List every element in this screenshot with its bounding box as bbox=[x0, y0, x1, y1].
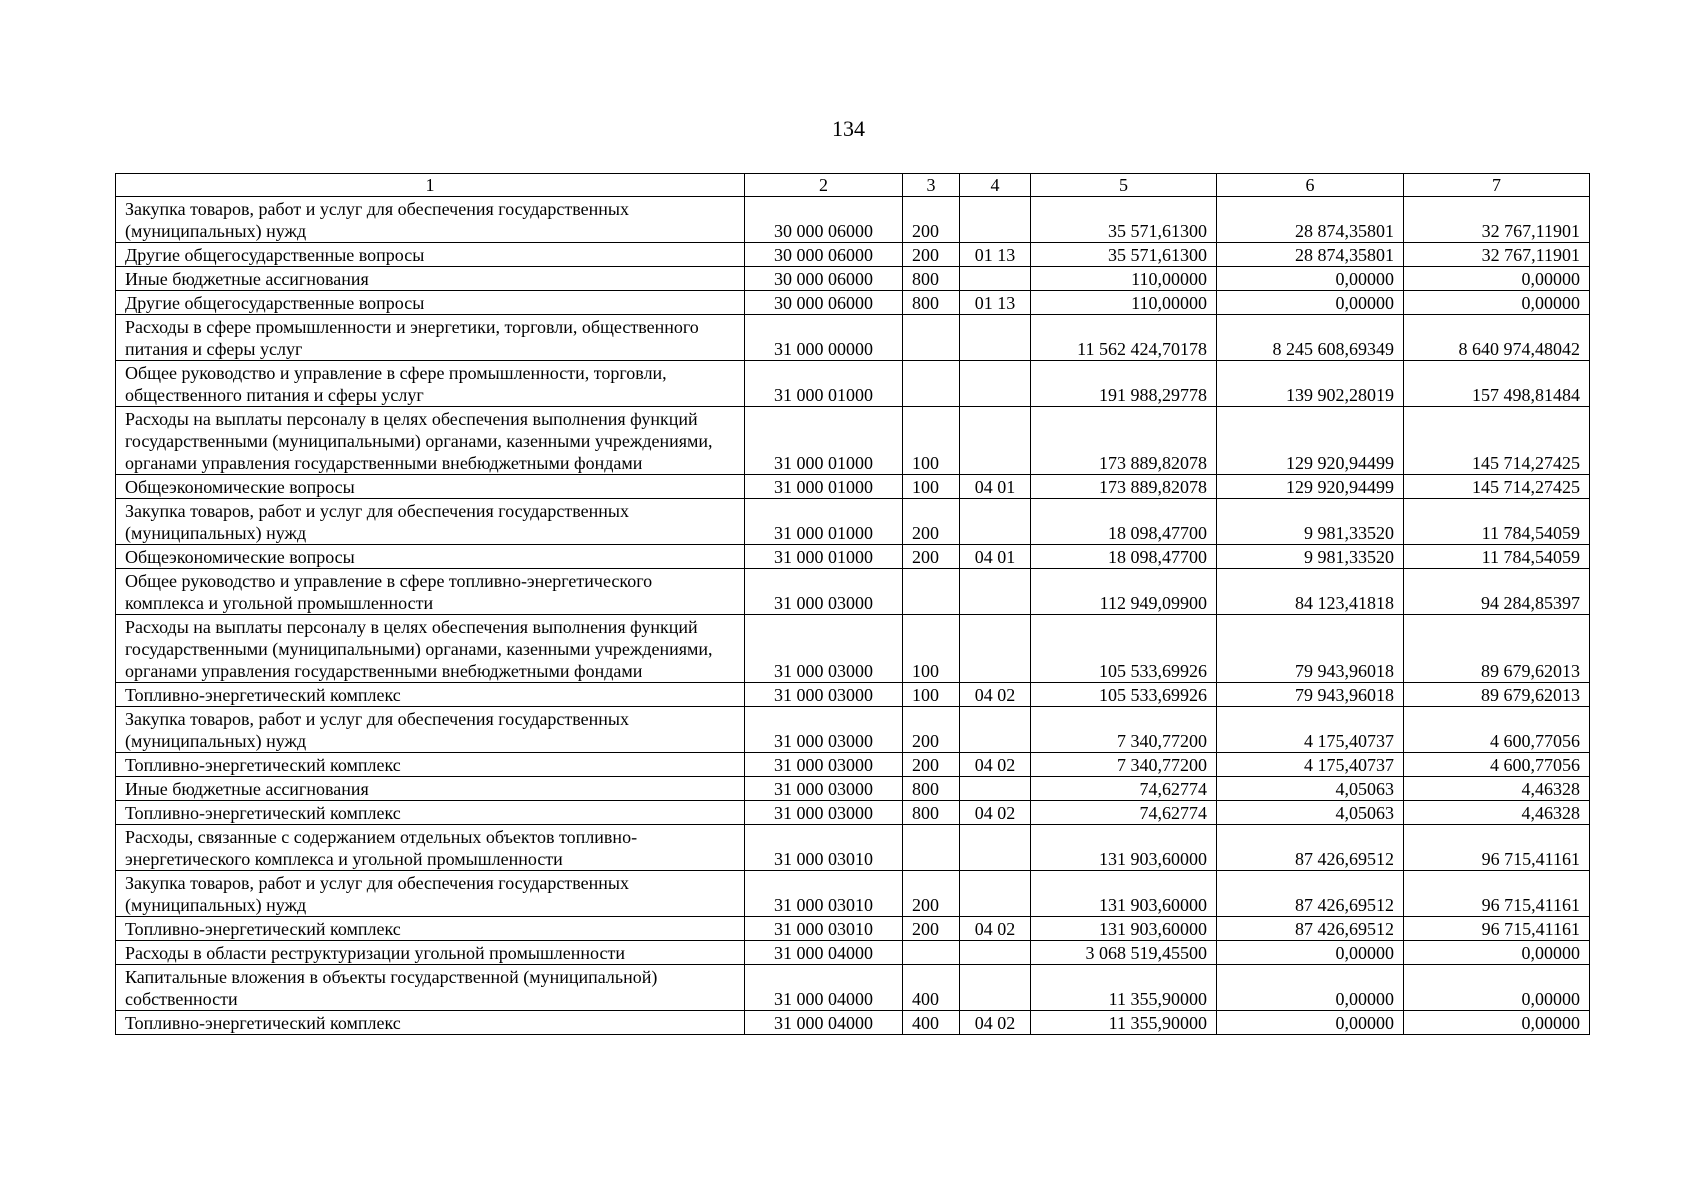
amount-col5-cell: 3 068 519,45500 bbox=[1031, 941, 1217, 965]
column-header-7: 7 bbox=[1404, 174, 1590, 197]
target-code-cell: 31 000 01000 bbox=[745, 361, 903, 407]
amount-col6-cell: 79 943,96018 bbox=[1217, 615, 1404, 683]
table-row bbox=[116, 825, 1590, 871]
expense-name-cell: Расходы в области реструктуризации угольной промышленности bbox=[116, 941, 745, 965]
expense-type-cell: 200 bbox=[903, 499, 960, 545]
amount-col5-cell: 191 988,29778 bbox=[1031, 361, 1217, 407]
amount-col7-cell: 96 715,41161 bbox=[1404, 825, 1590, 871]
amount-col5-cell: 11 355,90000 bbox=[1031, 965, 1217, 1011]
target-code-cell: 30 000 06000 bbox=[745, 291, 903, 315]
amount-col5-cell: 131 903,60000 bbox=[1031, 871, 1217, 917]
table-row bbox=[116, 871, 1590, 917]
target-code-cell: 31 000 03010 bbox=[745, 917, 903, 941]
expense-type-cell: 200 bbox=[903, 197, 960, 243]
amount-col6-cell: 0,00000 bbox=[1217, 1011, 1404, 1035]
column-header-3: 3 bbox=[903, 174, 960, 197]
section-code-cell bbox=[960, 777, 1031, 801]
amount-col5-cell: 131 903,60000 bbox=[1031, 825, 1217, 871]
expense-type-cell: 100 bbox=[903, 615, 960, 683]
expense-type-cell bbox=[903, 825, 960, 871]
amount-col7-cell: 4,46328 bbox=[1404, 777, 1590, 801]
section-code-cell: 04 02 bbox=[960, 683, 1031, 707]
target-code-cell: 31 000 03000 bbox=[745, 707, 903, 753]
table-row bbox=[116, 777, 1590, 801]
expense-name-cell: Иные бюджетные ассигнования bbox=[116, 777, 745, 801]
amount-col7-cell: 157 498,81484 bbox=[1404, 361, 1590, 407]
table-row bbox=[116, 243, 1590, 267]
expense-type-cell: 200 bbox=[903, 753, 960, 777]
expense-name-cell: Топливно-энергетический комплекс bbox=[116, 801, 745, 825]
target-code-cell: 31 000 01000 bbox=[745, 499, 903, 545]
amount-col7-cell: 0,00000 bbox=[1404, 267, 1590, 291]
amount-col5-cell: 7 340,77200 bbox=[1031, 707, 1217, 753]
amount-col5-cell: 11 355,90000 bbox=[1031, 1011, 1217, 1035]
amount-col7-cell: 8 640 974,48042 bbox=[1404, 315, 1590, 361]
table-body bbox=[116, 197, 1590, 1035]
amount-col6-cell: 87 426,69512 bbox=[1217, 917, 1404, 941]
expense-type-cell: 100 bbox=[903, 475, 960, 499]
amount-col6-cell: 0,00000 bbox=[1217, 941, 1404, 965]
expense-name-cell: Закупка товаров, работ и услуг для обеспечения государственных (муниципальных) нужд bbox=[116, 707, 745, 753]
expense-name-cell: Иные бюджетные ассигнования bbox=[116, 267, 745, 291]
expense-type-cell: 200 bbox=[903, 243, 960, 267]
column-header-1: 1 bbox=[116, 174, 745, 197]
expense-type-cell: 200 bbox=[903, 871, 960, 917]
amount-col5-cell: 173 889,82078 bbox=[1031, 407, 1217, 475]
target-code-cell: 31 000 03010 bbox=[745, 825, 903, 871]
amount-col7-cell: 32 767,11901 bbox=[1404, 197, 1590, 243]
amount-col7-cell: 96 715,41161 bbox=[1404, 917, 1590, 941]
section-code-cell: 01 13 bbox=[960, 243, 1031, 267]
expense-name-cell: Расходы в сфере промышленности и энергетики, торговли, общественного питания и сферы услуг bbox=[116, 315, 745, 361]
target-code-cell: 31 000 04000 bbox=[745, 1011, 903, 1035]
expense-type-cell: 800 bbox=[903, 291, 960, 315]
expense-type-cell bbox=[903, 569, 960, 615]
section-code-cell: 01 13 bbox=[960, 291, 1031, 315]
amount-col6-cell: 87 426,69512 bbox=[1217, 825, 1404, 871]
section-code-cell bbox=[960, 965, 1031, 1011]
expense-name-cell: Топливно-энергетический комплекс bbox=[116, 683, 745, 707]
section-code-cell bbox=[960, 315, 1031, 361]
section-code-cell bbox=[960, 941, 1031, 965]
target-code-cell: 31 000 03000 bbox=[745, 777, 903, 801]
amount-col5-cell: 35 571,61300 bbox=[1031, 197, 1217, 243]
amount-col6-cell: 84 123,41818 bbox=[1217, 569, 1404, 615]
amount-col5-cell: 11 562 424,70178 bbox=[1031, 315, 1217, 361]
amount-col6-cell: 0,00000 bbox=[1217, 965, 1404, 1011]
target-code-cell: 30 000 06000 bbox=[745, 197, 903, 243]
amount-col7-cell: 89 679,62013 bbox=[1404, 615, 1590, 683]
amount-col6-cell: 0,00000 bbox=[1217, 291, 1404, 315]
amount-col7-cell: 0,00000 bbox=[1404, 941, 1590, 965]
table-row bbox=[116, 941, 1590, 965]
amount-col7-cell: 0,00000 bbox=[1404, 1011, 1590, 1035]
table-row bbox=[116, 569, 1590, 615]
expense-name-cell: Закупка товаров, работ и услуг для обеспечения государственных (муниципальных) нужд bbox=[116, 499, 745, 545]
table-row bbox=[116, 753, 1590, 777]
expense-name-cell: Топливно-энергетический комплекс bbox=[116, 917, 745, 941]
expense-type-cell: 200 bbox=[903, 917, 960, 941]
expense-type-cell bbox=[903, 941, 960, 965]
page-number: 134 bbox=[832, 116, 865, 141]
table-row bbox=[116, 267, 1590, 291]
amount-col7-cell: 11 784,54059 bbox=[1404, 545, 1590, 569]
section-code-cell bbox=[960, 267, 1031, 291]
table-row bbox=[116, 361, 1590, 407]
amount-col5-cell: 74,62774 bbox=[1031, 801, 1217, 825]
amount-col6-cell: 9 981,33520 bbox=[1217, 499, 1404, 545]
table-row bbox=[116, 197, 1590, 243]
amount-col6-cell: 4,05063 bbox=[1217, 801, 1404, 825]
expense-type-cell bbox=[903, 315, 960, 361]
expense-type-cell: 200 bbox=[903, 707, 960, 753]
table-row bbox=[116, 291, 1590, 315]
expense-type-cell: 200 bbox=[903, 545, 960, 569]
amount-col5-cell: 18 098,47700 bbox=[1031, 545, 1217, 569]
section-code-cell bbox=[960, 871, 1031, 917]
amount-col6-cell: 4 175,40737 bbox=[1217, 707, 1404, 753]
amount-col6-cell: 4,05063 bbox=[1217, 777, 1404, 801]
target-code-cell: 31 000 01000 bbox=[745, 475, 903, 499]
expense-type-cell: 800 bbox=[903, 801, 960, 825]
amount-col6-cell: 79 943,96018 bbox=[1217, 683, 1404, 707]
expense-type-cell: 800 bbox=[903, 267, 960, 291]
amount-col5-cell: 110,00000 bbox=[1031, 267, 1217, 291]
section-code-cell bbox=[960, 707, 1031, 753]
column-header-2: 2 bbox=[745, 174, 903, 197]
amount-col7-cell: 94 284,85397 bbox=[1404, 569, 1590, 615]
expense-name-cell: Расходы на выплаты персоналу в целях обеспечения выполнения функций государственными (муниципальными) органами, казенными учреждениями, органами управления государственными внебюджетными фондами bbox=[116, 407, 745, 475]
amount-col7-cell: 4,46328 bbox=[1404, 801, 1590, 825]
amount-col6-cell: 9 981,33520 bbox=[1217, 545, 1404, 569]
target-code-cell: 31 000 03000 bbox=[745, 615, 903, 683]
table-row bbox=[116, 683, 1590, 707]
amount-col7-cell: 4 600,77056 bbox=[1404, 707, 1590, 753]
target-code-cell: 31 000 01000 bbox=[745, 407, 903, 475]
amount-col6-cell: 129 920,94499 bbox=[1217, 407, 1404, 475]
section-code-cell bbox=[960, 615, 1031, 683]
table-row bbox=[116, 315, 1590, 361]
target-code-cell: 31 000 04000 bbox=[745, 941, 903, 965]
section-code-cell bbox=[960, 407, 1031, 475]
amount-col7-cell: 145 714,27425 bbox=[1404, 475, 1590, 499]
amount-col6-cell: 0,00000 bbox=[1217, 267, 1404, 291]
amount-col5-cell: 18 098,47700 bbox=[1031, 499, 1217, 545]
expense-name-cell: Капитальные вложения в объекты государственной (муниципальной) собственности bbox=[116, 965, 745, 1011]
amount-col5-cell: 173 889,82078 bbox=[1031, 475, 1217, 499]
expense-type-cell: 800 bbox=[903, 777, 960, 801]
target-code-cell: 31 000 03000 bbox=[745, 569, 903, 615]
table-row bbox=[116, 801, 1590, 825]
expense-type-cell bbox=[903, 361, 960, 407]
target-code-cell: 31 000 03000 bbox=[745, 753, 903, 777]
section-code-cell bbox=[960, 825, 1031, 871]
section-code-cell: 04 02 bbox=[960, 1011, 1031, 1035]
section-code-cell bbox=[960, 197, 1031, 243]
table-row bbox=[116, 707, 1590, 753]
expense-name-cell: Общее руководство и управление в сфере топливно-энергетического комплекса и угольной промышленности bbox=[116, 569, 745, 615]
target-code-cell: 31 000 01000 bbox=[745, 545, 903, 569]
expense-name-cell: Другие общегосударственные вопросы bbox=[116, 291, 745, 315]
amount-col5-cell: 105 533,69926 bbox=[1031, 615, 1217, 683]
amount-col5-cell: 35 571,61300 bbox=[1031, 243, 1217, 267]
expense-name-cell: Общее руководство и управление в сфере промышленности, торговли, общественного питания и сферы услуг bbox=[116, 361, 745, 407]
column-header-4: 4 bbox=[960, 174, 1031, 197]
expense-name-cell: Общеэкономические вопросы bbox=[116, 475, 745, 499]
column-header-6: 6 bbox=[1217, 174, 1404, 197]
section-code-cell: 04 02 bbox=[960, 917, 1031, 941]
amount-col7-cell: 0,00000 bbox=[1404, 291, 1590, 315]
table-row bbox=[116, 545, 1590, 569]
target-code-cell: 31 000 04000 bbox=[745, 965, 903, 1011]
section-code-cell: 04 01 bbox=[960, 545, 1031, 569]
target-code-cell: 31 000 00000 bbox=[745, 315, 903, 361]
amount-col6-cell: 28 874,35801 bbox=[1217, 197, 1404, 243]
budget-table bbox=[115, 173, 1590, 1035]
amount-col5-cell: 110,00000 bbox=[1031, 291, 1217, 315]
amount-col6-cell: 8 245 608,69349 bbox=[1217, 315, 1404, 361]
target-code-cell: 31 000 03010 bbox=[745, 871, 903, 917]
expense-type-cell: 400 bbox=[903, 965, 960, 1011]
amount-col7-cell: 4 600,77056 bbox=[1404, 753, 1590, 777]
expense-name-cell: Закупка товаров, работ и услуг для обеспечения государственных (муниципальных) нужд bbox=[116, 197, 745, 243]
target-code-cell: 31 000 03000 bbox=[745, 683, 903, 707]
amount-col7-cell: 89 679,62013 bbox=[1404, 683, 1590, 707]
expense-name-cell: Расходы, связанные с содержанием отдельных объектов топливно-энергетического комплекса и угольной промышленности bbox=[116, 825, 745, 871]
expense-name-cell: Топливно-энергетический комплекс bbox=[116, 753, 745, 777]
target-code-cell: 30 000 06000 bbox=[745, 267, 903, 291]
target-code-cell: 30 000 06000 bbox=[745, 243, 903, 267]
expense-name-cell: Закупка товаров, работ и услуг для обеспечения государственных (муниципальных) нужд bbox=[116, 871, 745, 917]
section-code-cell: 04 02 bbox=[960, 801, 1031, 825]
amount-col6-cell: 129 920,94499 bbox=[1217, 475, 1404, 499]
amount-col7-cell: 11 784,54059 bbox=[1404, 499, 1590, 545]
section-code-cell bbox=[960, 499, 1031, 545]
amount-col7-cell: 0,00000 bbox=[1404, 965, 1590, 1011]
expense-name-cell: Общеэкономические вопросы bbox=[116, 545, 745, 569]
expense-type-cell: 100 bbox=[903, 407, 960, 475]
section-code-cell: 04 01 bbox=[960, 475, 1031, 499]
amount-col5-cell: 105 533,69926 bbox=[1031, 683, 1217, 707]
section-code-cell bbox=[960, 569, 1031, 615]
table-row bbox=[116, 1011, 1590, 1035]
target-code-cell: 31 000 03000 bbox=[745, 801, 903, 825]
amount-col7-cell: 32 767,11901 bbox=[1404, 243, 1590, 267]
section-code-cell bbox=[960, 361, 1031, 407]
column-header-5: 5 bbox=[1031, 174, 1217, 197]
amount-col6-cell: 87 426,69512 bbox=[1217, 871, 1404, 917]
expense-name-cell: Расходы на выплаты персоналу в целях обеспечения выполнения функций государственными (муниципальными) органами, казенными учреждениями, органами управления государственными внебюджетными фондами bbox=[116, 615, 745, 683]
table-row bbox=[116, 499, 1590, 545]
expense-name-cell: Другие общегосударственные вопросы bbox=[116, 243, 745, 267]
amount-col5-cell: 131 903,60000 bbox=[1031, 917, 1217, 941]
amount-col5-cell: 7 340,77200 bbox=[1031, 753, 1217, 777]
table-row bbox=[116, 615, 1590, 683]
amount-col7-cell: 145 714,27425 bbox=[1404, 407, 1590, 475]
section-code-cell: 04 02 bbox=[960, 753, 1031, 777]
table-row bbox=[116, 475, 1590, 499]
table-row bbox=[116, 917, 1590, 941]
amount-col6-cell: 28 874,35801 bbox=[1217, 243, 1404, 267]
amount-col6-cell: 4 175,40737 bbox=[1217, 753, 1404, 777]
amount-col5-cell: 74,62774 bbox=[1031, 777, 1217, 801]
expense-name-cell: Топливно-энергетический комплекс bbox=[116, 1011, 745, 1035]
expense-type-cell: 100 bbox=[903, 683, 960, 707]
amount-col5-cell: 112 949,09900 bbox=[1031, 569, 1217, 615]
table-row bbox=[116, 407, 1590, 475]
column-number-row bbox=[116, 174, 1590, 197]
amount-col7-cell: 96 715,41161 bbox=[1404, 871, 1590, 917]
amount-col6-cell: 139 902,28019 bbox=[1217, 361, 1404, 407]
table-row bbox=[116, 965, 1590, 1011]
expense-type-cell: 400 bbox=[903, 1011, 960, 1035]
